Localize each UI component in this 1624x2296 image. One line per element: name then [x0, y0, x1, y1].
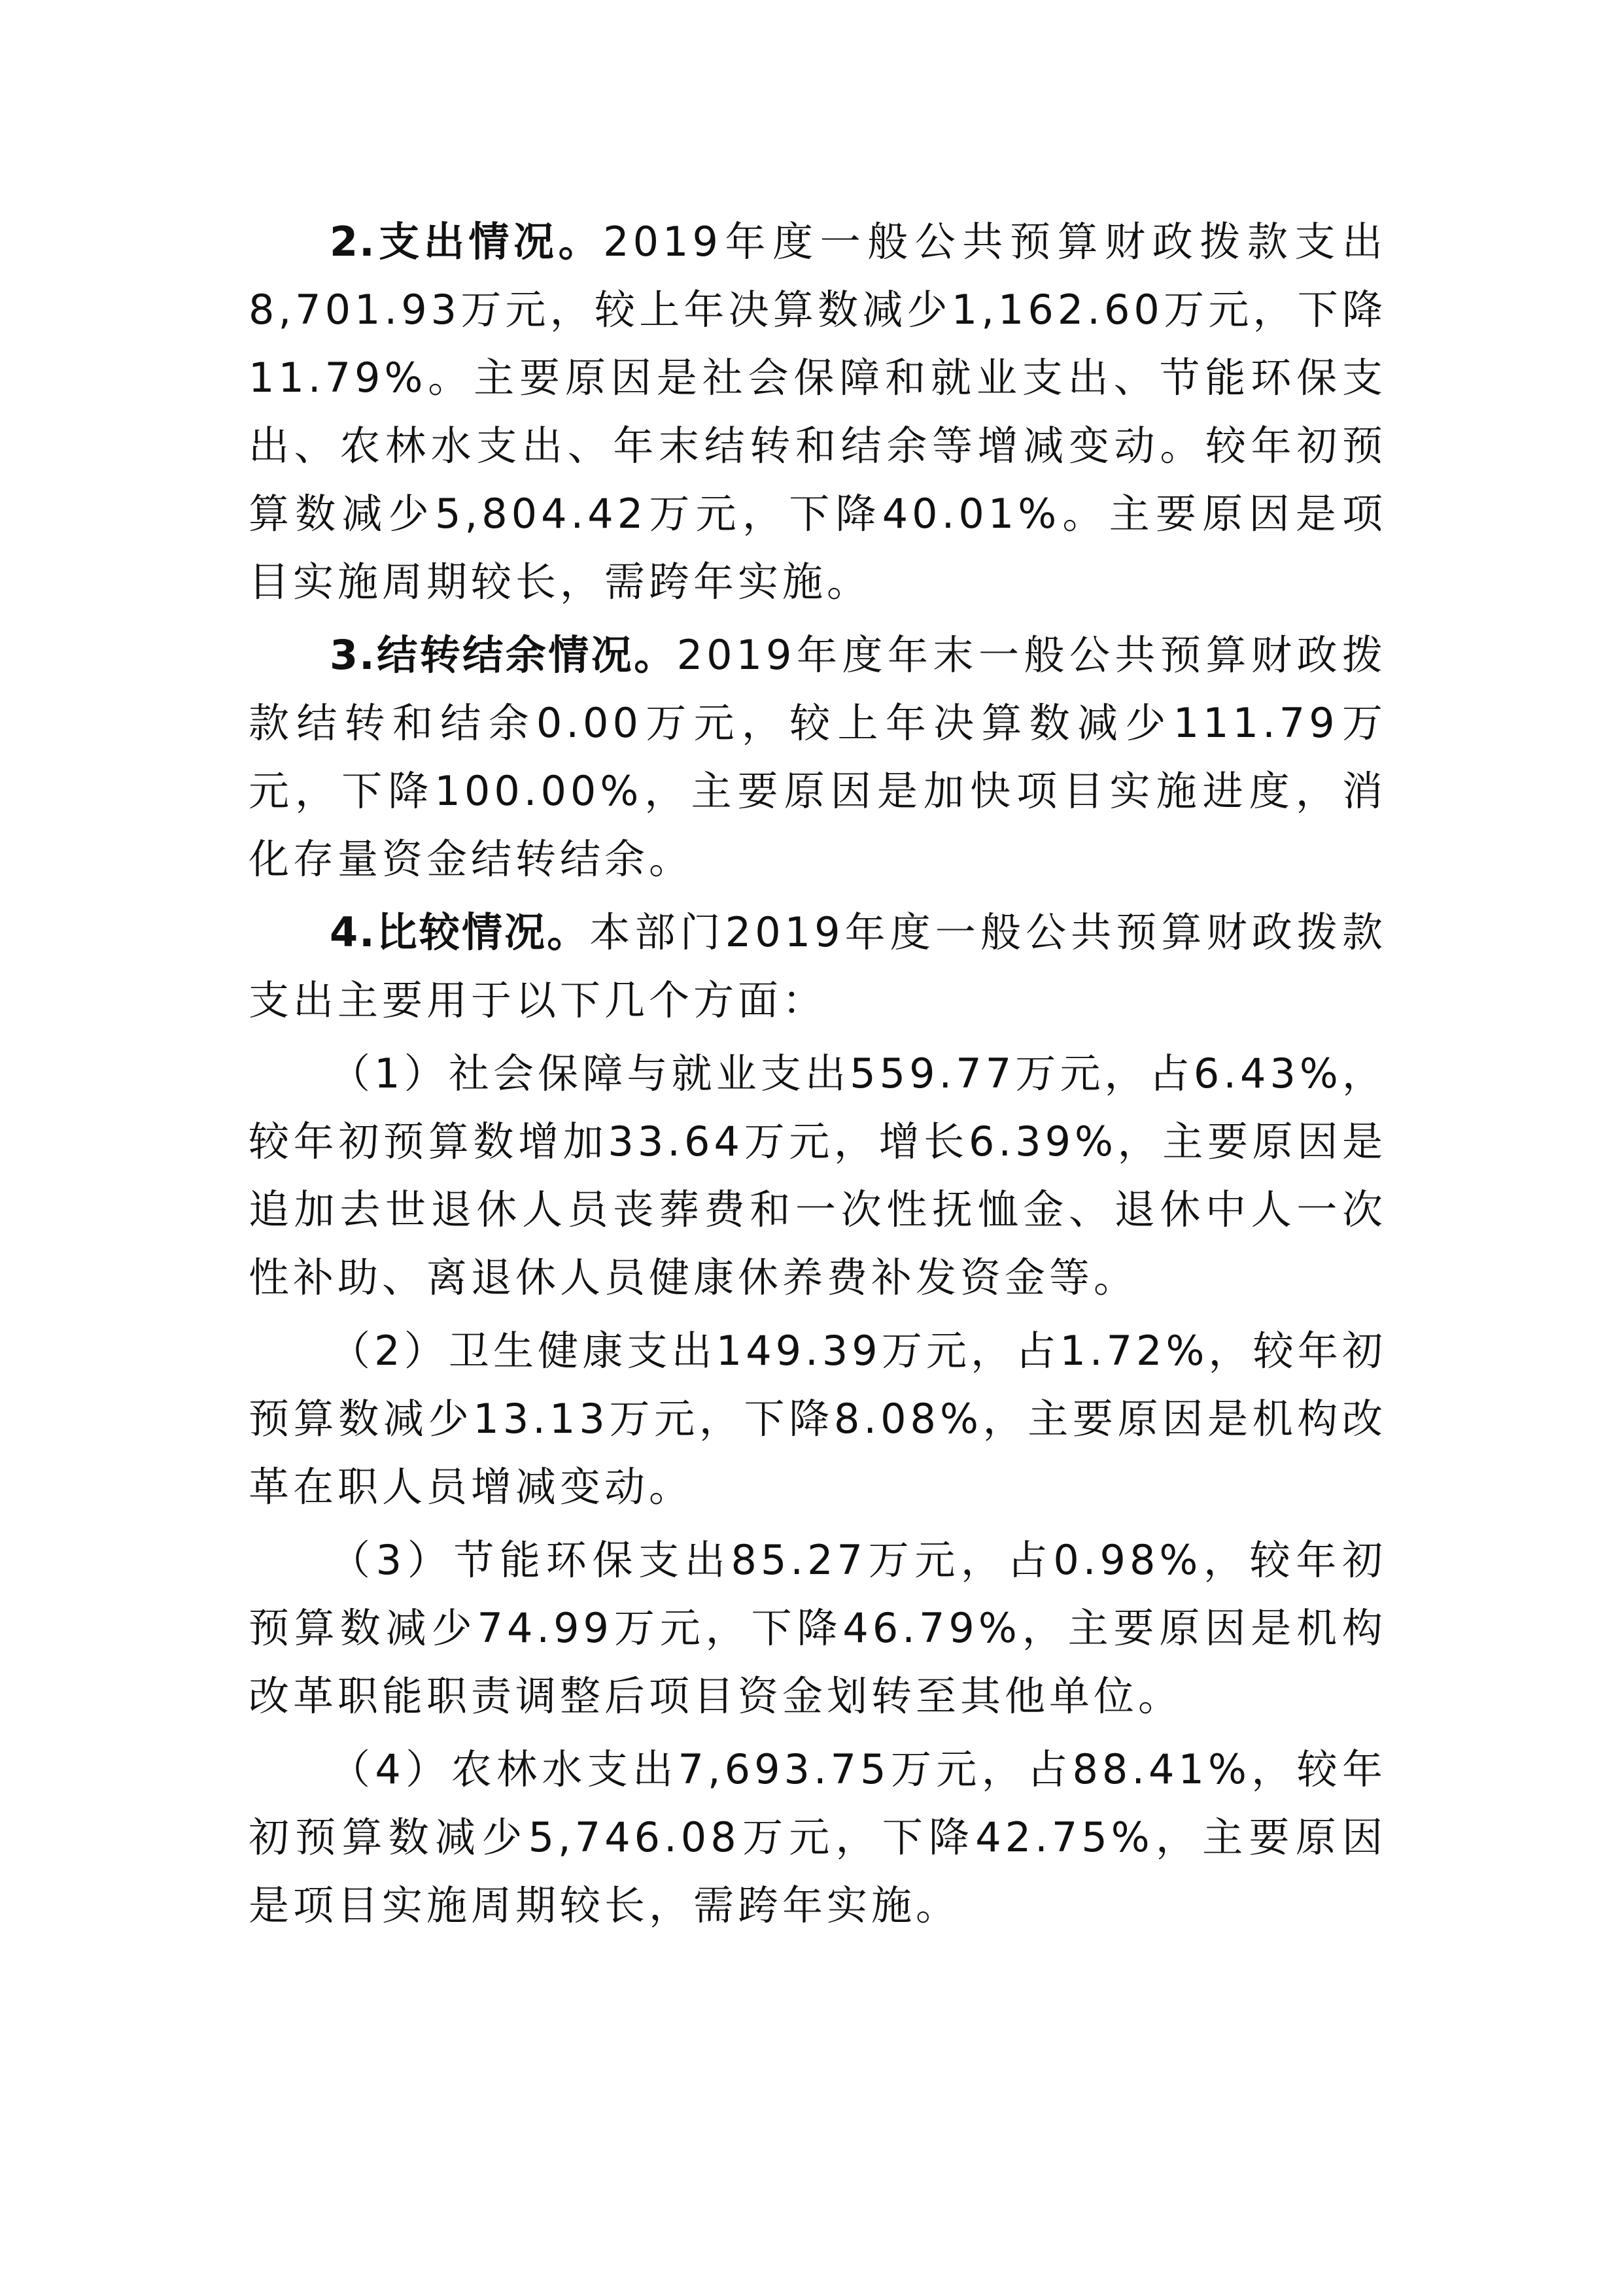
paragraph-carryover-text: 2019年度年末一般公共预算财政拨款结转和结余0.00万元，较上年决算数减少111.79万元，下降100.00%，主要原因是加快项目实施进度，消化存量资金结转结余。: [249, 631, 1387, 883]
heading-comparison: 4.比较情况。: [330, 908, 590, 956]
paragraph-item-agriculture-text: （4）农林水支出7,693.75万元，占88.41%，较年初预算数减少5,746.08万元，下降42.75%，主要原因是项目实施周期较长，需跨年实施。: [249, 1745, 1387, 1929]
heading-carryover: 3.结转结余情况。: [330, 631, 677, 679]
paragraph-item-social-security-text: （1）社会保障与就业支出559.77万元，占6.43%，较年初预算数增加33.64万元，增长6.39%，主要原因是追加去世退休人员丧葬费和一次性抚恤金、退休中人一次性补助、离退休人员健康休养费补发资金等。: [249, 1050, 1387, 1301]
document-body: [249, 208, 1387, 1940]
paragraph-item-health: [249, 1317, 1387, 1521]
paragraph-item-agriculture: [249, 1736, 1387, 1940]
paragraph-comparison: [249, 899, 1387, 1035]
paragraph-expenditure-text: 2019年度一般公共预算财政拨款支出8,701.93万元，较上年决算数减少1,162.60万元，下降11.79%。主要原因是社会保障和就业支出、节能环保支出、农林水支出、年末结转和结余等增减变动。较年初预算数减少5,804.42万元，下降40.01%。主要原因是项目实施周期较长，需跨年实施。: [249, 218, 1387, 606]
heading-expenditure: 2.支出情况。: [330, 218, 604, 266]
paragraph-item-environment-text: （3）节能环保支出85.27万元，占0.98%，较年初预算数减少74.99万元，下降46.79%，主要原因是机构改革职能职责调整后项目资金划转至其他单位。: [249, 1536, 1387, 1720]
paragraph-expenditure: [249, 208, 1387, 616]
paragraph-comparison-text: 本部门2019年度一般公共预算财政拨款支出主要用于以下几个方面：: [249, 908, 1387, 1024]
paragraph-item-social-security: [249, 1040, 1387, 1312]
paragraph-carryover: [249, 621, 1387, 893]
paragraph-item-environment: [249, 1526, 1387, 1730]
paragraph-item-health-text: （2）卫生健康支出149.39万元，占1.72%，较年初预算数减少13.13万元，下降8.08%，主要原因是机构改革在职人员增减变动。: [249, 1327, 1387, 1511]
